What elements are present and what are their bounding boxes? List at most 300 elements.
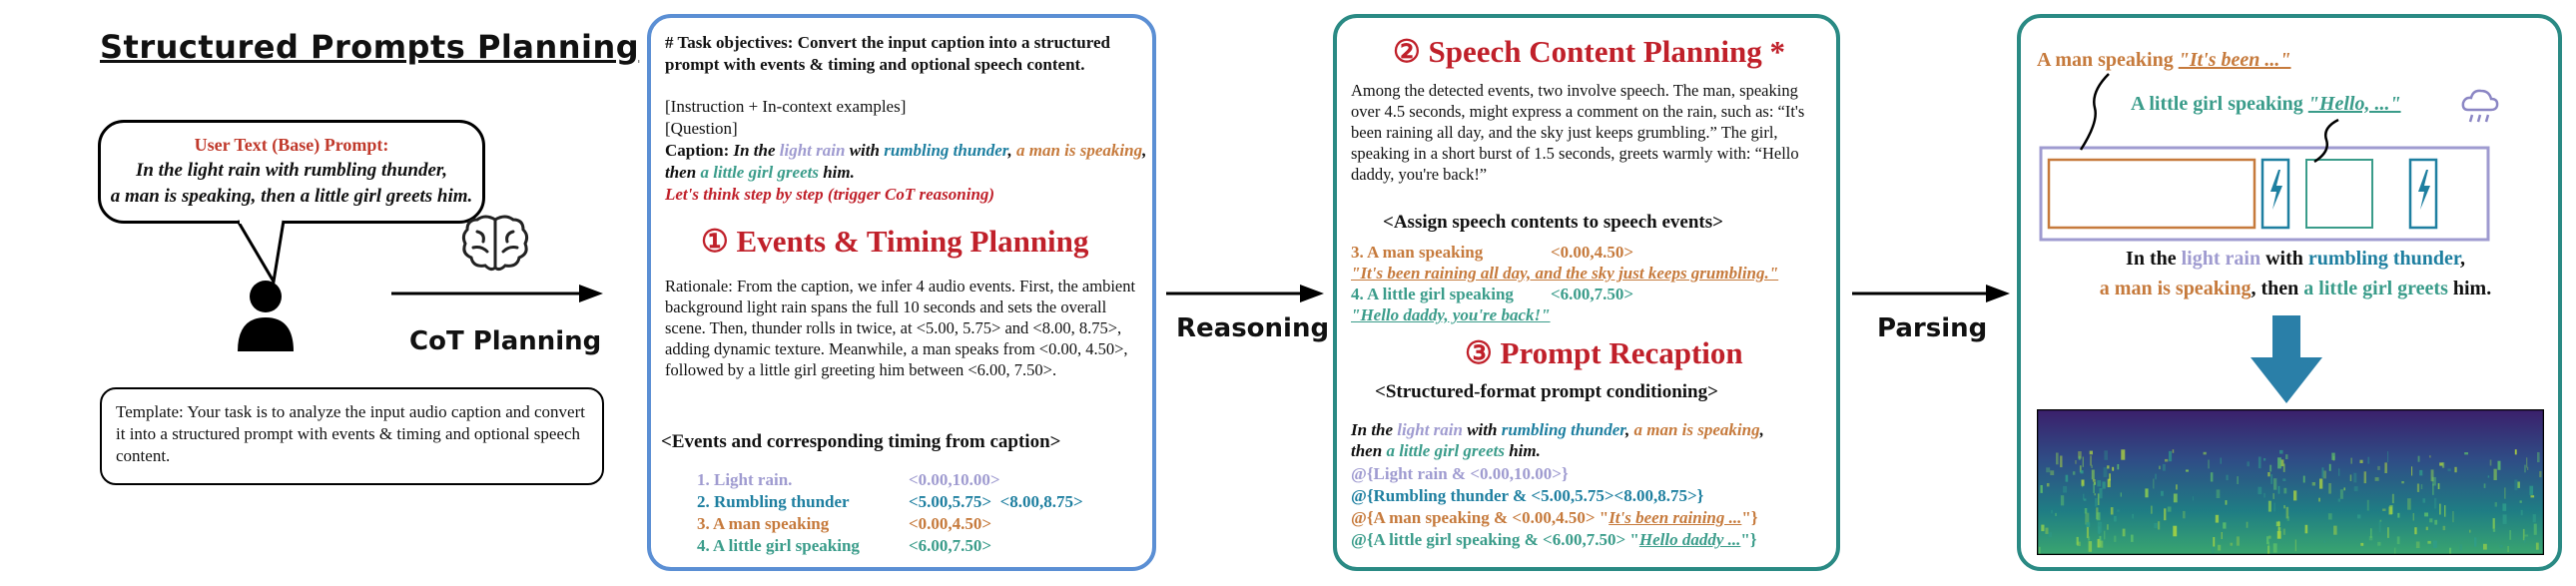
spectrogram-texture — [2421, 484, 2422, 489]
caption-girl: a little girl greets — [700, 163, 819, 182]
spectrogram-texture — [2419, 470, 2422, 476]
spectrogram-texture — [2328, 513, 2332, 519]
event-3-name: 3. A man speaking — [697, 514, 830, 533]
spectrogram-texture — [2454, 467, 2456, 472]
spectrogram-texture — [2268, 542, 2269, 551]
spectrogram-texture — [2460, 544, 2463, 550]
spectrogram-texture — [2258, 457, 2261, 469]
spectrogram-texture — [2088, 536, 2090, 540]
spectrogram-texture — [2520, 500, 2522, 502]
recap-text-a: In the — [1351, 420, 1398, 439]
spectrogram-texture — [2222, 532, 2223, 539]
output-girl-quote: "Hello, ..." — [2307, 93, 2401, 115]
task-objectives: # Task objectives: Convert the input caption into a structured prompt with events & timing and optional speech content. — [665, 33, 1110, 74]
event-timeline-diagram — [2037, 68, 2496, 248]
struct-girl-b: "} — [1740, 530, 1757, 549]
event-4-name: 4. A little girl speaking — [697, 536, 860, 555]
spectrogram-texture — [2411, 466, 2412, 475]
event-2-name: 2. Rumbling thunder — [697, 492, 850, 511]
output-panel — [2017, 14, 2562, 571]
spectrogram-texture — [2077, 542, 2081, 546]
caption-label: Caption: — [665, 141, 734, 160]
down-arrow-icon — [2249, 315, 2324, 405]
recap-man: a man is speaking — [1633, 420, 1760, 439]
spectrogram-texture — [2416, 542, 2420, 549]
struct-girl — [1351, 529, 1757, 550]
reasoning-label: Reasoning — [1176, 313, 1330, 343]
spectrogram-texture — [2439, 504, 2441, 515]
spectrogram-texture — [2073, 471, 2076, 475]
spectrogram-texture — [2318, 498, 2319, 502]
spectrogram-texture — [2433, 541, 2437, 549]
struct-man-b: "} — [1741, 508, 1758, 527]
spectrogram-texture — [2500, 545, 2503, 548]
spectrogram-texture — [2050, 470, 2054, 475]
caption-text-e: him. — [818, 163, 855, 182]
spectrogram-texture — [2484, 483, 2486, 488]
spectrogram-texture — [2158, 521, 2160, 529]
spectrogram-texture — [2273, 493, 2274, 499]
output-man-quote: "It's been ..." — [2178, 49, 2291, 71]
spectrogram-texture — [2283, 464, 2285, 472]
spectrogram-texture — [2524, 465, 2526, 473]
parsing-label: Parsing — [1877, 313, 1988, 343]
spectrogram-texture — [2168, 507, 2172, 512]
spectrogram-texture — [2082, 484, 2083, 487]
spectrogram-texture — [2379, 521, 2381, 532]
spectrogram-texture — [2537, 452, 2540, 462]
spectrogram-texture — [2434, 520, 2437, 525]
reasoning-arrow — [1166, 282, 1326, 305]
spectrogram-texture — [2090, 455, 2092, 465]
spectrogram-texture — [2227, 475, 2229, 480]
spectrogram-texture — [2295, 540, 2296, 552]
spectrogram-texture — [2104, 467, 2108, 477]
speech-panel — [1333, 14, 1840, 571]
spectrogram-texture — [2323, 540, 2325, 542]
spectrogram-texture — [2490, 460, 2492, 466]
spectrogram-texture — [2282, 478, 2285, 481]
spectrogram-texture — [2509, 530, 2511, 540]
spectrogram-texture — [2285, 454, 2288, 459]
spectrogram-texture — [2388, 507, 2392, 515]
instruction-line: [Instruction + In-context examples] — [665, 97, 907, 116]
spectrogram-texture — [2211, 472, 2214, 481]
output-caption-girl: a little girl greets — [2303, 278, 2448, 299]
spectrogram-texture — [2293, 490, 2296, 500]
spectrogram-texture — [2350, 475, 2352, 482]
spectrogram-texture — [2498, 461, 2501, 470]
spectrogram-texture — [2046, 467, 2050, 472]
spectrogram-texture — [2133, 514, 2134, 519]
spectrogram-texture — [2424, 513, 2428, 517]
spectrogram-texture — [2514, 479, 2517, 490]
spectrogram-texture — [2114, 516, 2117, 522]
spectrogram-texture — [2353, 473, 2356, 483]
template-box: Template: Your task is to analyze the input audio caption and convert it into a structured prompt with events & timing and optional speech content. — [100, 387, 604, 485]
spectrogram-texture — [2173, 449, 2175, 453]
spectrogram-texture — [2333, 526, 2337, 535]
spectrogram-texture — [2507, 546, 2509, 552]
spectrogram-texture — [2278, 486, 2280, 494]
task-panel — [647, 14, 1156, 571]
spectrogram-texture — [2536, 543, 2539, 550]
spectrogram-texture — [2060, 456, 2062, 468]
event-2-timing: <5.00,5.75> <8.00,8.75> — [909, 492, 1083, 511]
spectrogram-texture — [2047, 483, 2050, 486]
spectrogram-texture — [2218, 545, 2221, 551]
spectrogram-texture — [2377, 466, 2380, 470]
spectrogram-texture — [2279, 450, 2283, 454]
spectrogram-texture — [2083, 457, 2084, 467]
spectrogram-texture — [2117, 510, 2120, 512]
spectrogram-texture — [2469, 530, 2470, 533]
spectrogram-texture — [2169, 451, 2172, 461]
spectrogram-texture — [2268, 501, 2271, 512]
spectrogram-texture — [2331, 453, 2334, 460]
spectrogram-texture — [2238, 476, 2239, 484]
spectrogram-texture — [2488, 475, 2490, 477]
spectrogram-texture — [2093, 479, 2096, 482]
user-icon — [236, 280, 296, 351]
spectrogram-texture — [2107, 524, 2108, 530]
prompt-recaption-title: ③ Prompt Recaption — [1465, 335, 1743, 370]
spectrogram-texture — [2370, 528, 2371, 538]
parsing-arrow — [1852, 282, 2012, 305]
spectrogram-texture — [2165, 459, 2168, 462]
spectrogram-texture — [2431, 469, 2434, 481]
spectrogram-texture — [2104, 531, 2105, 540]
spectrogram-texture — [2154, 523, 2158, 528]
spectrogram-texture — [2276, 522, 2280, 527]
spectrogram-texture — [2208, 460, 2210, 469]
spectrogram-texture — [2121, 492, 2122, 496]
spectrogram-texture — [2387, 527, 2389, 538]
spectrogram-texture — [2438, 483, 2440, 489]
spectrogram-texture — [2183, 511, 2186, 518]
struct-man-a: @{A man speaking & <0.00,4.50> " — [1351, 508, 1610, 527]
spectrogram-texture — [2534, 524, 2537, 535]
event-1-name: 1. Light rain. — [697, 470, 793, 489]
spectrogram-texture — [2364, 471, 2366, 483]
spectrogram-texture — [2204, 452, 2207, 455]
spectrogram-texture — [2112, 467, 2114, 471]
speech-paragraph: Among the detected events, two involve speech. The man, speaking over 4.5 seconds, might express a comment on the rain, such as: “It's been raining all day, and the sky just keeps grumbling.” The girl, speaking in a short burst of 1.5 seconds, greets warmly with: “Hello daddy, you're back!” — [1351, 81, 1805, 184]
output-caption-man: a man is speaking — [2099, 278, 2252, 299]
spectrogram-texture — [2079, 456, 2081, 460]
spectrogram-texture — [2085, 508, 2088, 513]
spectrogram-texture — [2213, 537, 2215, 547]
spectrogram-texture — [2464, 452, 2468, 454]
spectrogram-texture — [2525, 535, 2529, 537]
spectrogram-texture — [2283, 488, 2286, 494]
struct-rain: @{Light rain & <0.00,10.00>} — [1351, 464, 1569, 483]
spectrogram-texture — [2504, 487, 2505, 498]
spectrogram-texture — [2186, 470, 2189, 472]
spectrogram-texture — [2360, 543, 2363, 546]
spectrogram-texture — [2432, 484, 2433, 495]
spectrogram-texture — [2084, 499, 2087, 501]
spectrogram-texture — [2452, 511, 2453, 522]
spectrogram-texture — [2237, 536, 2240, 545]
spectrogram-texture — [2223, 522, 2226, 528]
spectrogram-texture — [2351, 458, 2352, 464]
speech-content-title: ② Speech Content Planning * — [1393, 34, 1785, 69]
spectrogram-texture — [2066, 475, 2069, 482]
spectrogram-texture — [2344, 487, 2345, 490]
spectrogram-texture — [2448, 468, 2451, 471]
spectrogram-texture — [2303, 476, 2305, 483]
spectrogram-texture — [2258, 487, 2262, 494]
spectrogram-texture — [2103, 482, 2106, 489]
spectrogram-texture — [2338, 499, 2340, 502]
spectrogram-texture — [2041, 485, 2043, 493]
spectrogram-texture — [2164, 508, 2166, 520]
speech-man-timing: <0.00,4.50> — [1551, 243, 1634, 262]
spectrogram-texture — [2263, 458, 2265, 461]
bubble-line-2: a man is speaking, then a little girl greets him. — [110, 186, 473, 207]
events-heading: <Events and corresponding timing from caption> — [661, 431, 1061, 452]
spectrogram-texture — [2273, 478, 2276, 490]
recap-caption — [1351, 419, 1836, 461]
spectrogram-texture — [2287, 516, 2289, 521]
output-girl-label: A little girl speaking — [2131, 93, 2308, 115]
spectrogram-texture — [2319, 479, 2322, 489]
spectrogram-texture — [2045, 528, 2048, 534]
spectrogram-texture — [2123, 529, 2126, 537]
spectrogram-texture — [2322, 467, 2324, 477]
structured-heading: <Structured-format prompt conditioning> — [1375, 381, 1718, 402]
spectrogram-texture — [2174, 494, 2178, 503]
bubble-heading: User Text (Base) Prompt: — [194, 135, 389, 155]
recap-rain: light rain — [1397, 420, 1463, 439]
spectrogram-texture — [2041, 525, 2044, 532]
output-caption — [2041, 244, 2550, 303]
spectrogram-texture — [2444, 505, 2445, 517]
struct-man — [1351, 507, 1758, 528]
spectrogram-texture — [2098, 493, 2100, 505]
spectrogram-texture — [2495, 502, 2497, 507]
spectrogram-texture — [2283, 529, 2285, 535]
caption-text-d: , then — [665, 141, 1147, 182]
spectrogram-texture — [2418, 456, 2420, 462]
struct-man-quote: It's been raining ... — [1609, 508, 1742, 527]
spectrogram-texture — [2529, 486, 2533, 495]
speech-girl-timing: <6.00,7.50> — [1551, 285, 1634, 303]
recap-thunder: rumbling thunder — [1501, 420, 1625, 439]
spectrogram-texture — [2055, 513, 2057, 516]
spectrogram-texture — [2277, 457, 2281, 468]
spectrogram-texture — [2539, 471, 2541, 477]
spectrogram-texture — [2094, 484, 2095, 493]
spectrogram-texture — [2392, 494, 2394, 503]
caption-rain: light rain — [779, 141, 846, 160]
spectrogram-texture — [2056, 453, 2059, 465]
caption-text-b: with — [845, 141, 885, 160]
spectrogram-texture — [2131, 535, 2134, 542]
spectrogram-texture — [2159, 466, 2161, 470]
spectrogram-texture — [2226, 500, 2228, 505]
event-4-timing: <6.00,7.50> — [909, 536, 992, 555]
spectrogram-texture — [2423, 498, 2426, 502]
spectrogram-texture — [2092, 470, 2095, 480]
spectrogram-texture — [2494, 469, 2497, 480]
spectrogram-texture — [2434, 498, 2436, 509]
output-caption-thunder: rumbling thunder — [2307, 248, 2460, 270]
spectrogram-texture — [2503, 514, 2507, 524]
spectrogram-texture — [2502, 503, 2506, 511]
spectrogram-texture — [2340, 489, 2343, 499]
spectrogram-texture — [2515, 449, 2517, 454]
spectrogram-texture — [2384, 462, 2387, 473]
output-caption-rain: light rain — [2181, 248, 2261, 270]
spectrogram-texture — [2312, 482, 2315, 486]
spectrogram-texture — [2151, 506, 2152, 514]
spectrogram-texture — [2407, 498, 2411, 510]
spectrogram-texture — [2269, 465, 2271, 472]
spectrogram-texture — [2517, 482, 2520, 488]
spectrogram-texture — [2099, 488, 2102, 498]
spectrogram-texture — [2118, 464, 2120, 469]
spectrogram-texture — [2377, 542, 2380, 546]
spectrogram-texture — [2075, 460, 2076, 464]
recap-text-f: him. — [1504, 441, 1541, 460]
spectrogram-texture — [2354, 486, 2358, 491]
output-caption-c: , — [2459, 248, 2465, 270]
spectrogram-texture — [2443, 526, 2446, 530]
spectrogram-texture — [2274, 503, 2275, 512]
spectrogram-texture — [2216, 515, 2219, 523]
spectrogram-texture — [2387, 451, 2388, 462]
speech-girl-quote: "Hello daddy, you're back!" — [1351, 305, 1551, 324]
events-timing-title: ① Events & Timing Planning — [701, 224, 1089, 259]
spectrogram-texture — [2357, 515, 2360, 519]
spectrogram-texture — [2338, 468, 2339, 476]
spectrogram-texture — [2193, 496, 2194, 500]
spectrogram-texture — [2270, 474, 2272, 484]
spectrogram-texture — [2397, 513, 2399, 518]
spectrogram-texture — [2273, 543, 2277, 552]
struct-thunder: @{Rumbling thunder & <5.00,5.75><8.00,8.75>} — [1351, 486, 1704, 505]
spectrogram-texture — [2474, 537, 2476, 546]
spectrogram-texture — [2429, 518, 2432, 522]
caption-text-a: In the — [733, 141, 780, 160]
spectrogram-texture — [2367, 500, 2369, 511]
spectrogram-texture — [2329, 464, 2331, 471]
spectrogram-texture — [2089, 541, 2093, 552]
spectrogram-texture — [2217, 489, 2221, 498]
spectrogram-texture — [2247, 522, 2249, 528]
speech-man-quote: "It's been raining all day, and the sky just keeps grumbling." — [1351, 264, 1779, 283]
spectrogram-texture — [2153, 479, 2154, 489]
caption-man: a man is speaking — [1015, 141, 1143, 160]
spectrogram-texture — [2382, 509, 2385, 511]
spectrogram-texture — [2493, 529, 2495, 532]
spectrogram-texture — [2176, 484, 2178, 489]
spectrogram-texture — [2061, 495, 2064, 505]
spectrogram-texture — [2097, 480, 2101, 486]
cot-label: CoT Planning — [409, 326, 602, 356]
spectrogram-texture — [2268, 536, 2271, 539]
spectrogram-texture — [2095, 493, 2096, 495]
spectrogram-texture — [2107, 465, 2109, 468]
rationale-text: Rationale: From the caption, we infer 4 audio events. First, the ambient background light rain spans the full 10 seconds and sets the overall scene. Then, thunder rolls in twice, at <5.00, 5.75> and <8.00, 8.75>, adding dynamic texture. Meanwhile, a man speaks from <0.00, 4.50>, followed by a little girl greeting him between <6.00, 7.50>. — [665, 277, 1136, 379]
spectrogram-texture — [2104, 450, 2108, 460]
spectrogram-texture — [2080, 470, 2083, 473]
user-prompt-bubble — [98, 120, 485, 224]
spectrogram-texture — [2163, 464, 2166, 471]
spectrogram-texture — [2247, 461, 2250, 466]
brain-icon — [459, 212, 531, 276]
output-spectrogram — [2037, 409, 2544, 555]
spectrogram-texture — [2090, 451, 2093, 455]
struct-girl-a: @{A little girl speaking & <6.00,7.50> " — [1351, 530, 1639, 549]
output-caption-e: him. — [2447, 278, 2492, 299]
spectrogram-texture — [2526, 457, 2527, 467]
spectrogram-texture — [2427, 541, 2430, 544]
output-man-label: A man speaking — [2037, 49, 2179, 71]
spectrogram-texture — [2533, 514, 2536, 522]
spectrogram-texture — [2283, 505, 2285, 508]
spectrogram-texture — [2305, 525, 2308, 534]
spectrogram-texture — [2161, 491, 2164, 496]
spectrogram-texture — [2114, 536, 2116, 542]
spectrogram-texture — [2524, 538, 2526, 542]
spectrogram-texture — [2173, 526, 2177, 537]
spectrogram-texture — [2121, 449, 2125, 459]
spectrogram-texture — [2109, 473, 2111, 480]
caption-thunder: rumbling thunder — [884, 141, 1008, 160]
spectrogram-texture — [2527, 467, 2528, 470]
spectrogram-texture — [2442, 462, 2444, 468]
recap-girl: a little girl greets — [1386, 441, 1505, 460]
spectrogram-texture — [2091, 465, 2093, 468]
cot-trigger: Let's think step by step (trigger CoT reasoning) — [665, 185, 995, 204]
spectrogram-texture — [2086, 522, 2090, 527]
spectrogram-texture — [2328, 483, 2331, 494]
spectrogram-texture — [2097, 512, 2101, 520]
spectrogram-texture — [2323, 471, 2326, 479]
spectrogram-texture — [2414, 527, 2416, 534]
spectrogram-texture — [2367, 457, 2369, 464]
spectrogram-texture — [2231, 543, 2234, 546]
recap-text-c: , — [1624, 420, 1634, 439]
spectrogram-texture — [2049, 532, 2052, 537]
spectrogram-texture — [2483, 544, 2487, 550]
event-3-timing: <0.00,4.50> — [909, 514, 992, 533]
spectrogram-texture — [2063, 486, 2067, 493]
question-line: [Question] — [665, 119, 738, 138]
spectrogram-texture — [2051, 510, 2053, 513]
spectrogram-texture — [2155, 474, 2157, 480]
spectrogram-texture — [2111, 507, 2114, 514]
event-1-timing: <0.00,10.00> — [909, 470, 1000, 489]
spectrogram-texture — [2375, 477, 2379, 481]
spectrogram-texture — [2417, 484, 2419, 492]
spectrogram-texture — [2426, 527, 2428, 530]
spectrogram-texture — [2429, 455, 2431, 457]
struct-girl-quote: Hello daddy ... — [1638, 530, 1741, 549]
output-caption-a: In the — [2126, 248, 2182, 270]
caption-text-c: , — [1007, 141, 1016, 160]
speech-girl-label: 4. A little girl speaking — [1351, 285, 1514, 303]
speech-man-label: 3. A man speaking — [1351, 243, 1484, 262]
cot-arrow — [391, 282, 606, 305]
spectrogram-texture — [2278, 527, 2281, 532]
caption-line — [665, 140, 1150, 184]
recap-text-d: , — [1759, 420, 1764, 439]
spectrogram-texture — [2401, 481, 2404, 483]
